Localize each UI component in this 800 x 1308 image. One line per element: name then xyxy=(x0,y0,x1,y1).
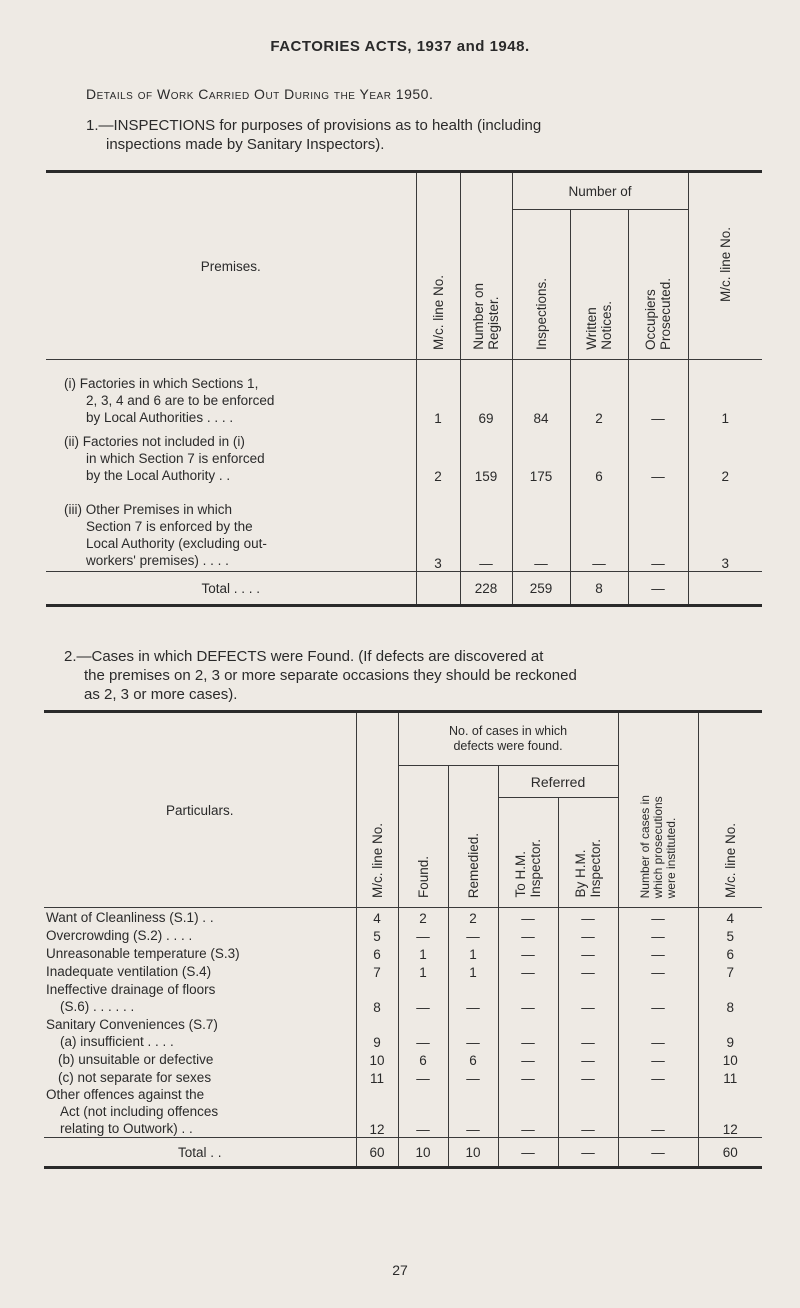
mc-cell: 1 xyxy=(416,360,460,426)
mc-right-cell: 7 xyxy=(698,962,762,980)
total-mc: 60 xyxy=(356,1138,398,1168)
prosecutions-cell: — xyxy=(618,1068,698,1086)
remedied-cell: 6 xyxy=(448,1050,498,1068)
mc-right-cell: 8 xyxy=(698,980,762,1015)
register-cell: 69 xyxy=(460,360,512,426)
mc-right-cell: 3 xyxy=(688,484,762,572)
table-row xyxy=(46,426,762,484)
by-hm-cell: — xyxy=(558,1015,618,1050)
by-hm-cell: — xyxy=(558,908,618,926)
found-cell: — xyxy=(398,926,448,944)
inspections-cell: — xyxy=(512,484,570,572)
table-row xyxy=(46,360,762,426)
inspections-header: Inspections. xyxy=(512,210,570,360)
mc-cell: 4 xyxy=(356,908,398,926)
particulars-cell: (b) unsuitable or defective xyxy=(58,1051,214,1067)
section2-heading xyxy=(64,647,764,704)
mc-cell: 8 xyxy=(356,980,398,1015)
particulars-cell: Unreasonable temperature (S.3) xyxy=(46,945,240,961)
mc-right-cell: 1 xyxy=(688,360,762,426)
premises-cell: (i) Factories in which Sections 1, 2, 3, 4 and 6 are to be enforced by Local Authorities . . . . xyxy=(64,375,275,425)
mc-line-header: M/c. line No. xyxy=(356,712,398,908)
found-header: Found. xyxy=(398,766,448,908)
particulars-header: Particulars. xyxy=(44,712,356,908)
remedied-cell: — xyxy=(448,1015,498,1050)
by-hm-cell: — xyxy=(558,1068,618,1086)
remedied-cell: 2 xyxy=(448,908,498,926)
found-cell: — xyxy=(398,1015,448,1050)
table-row xyxy=(44,1015,762,1050)
page-title: FACTORIES ACTS, 1937 and 1948. xyxy=(270,38,530,55)
found-cell: 1 xyxy=(398,944,448,962)
to-hm-cell: — xyxy=(498,1068,558,1086)
mc-cell: 5 xyxy=(356,926,398,944)
prosecutions-cell: — xyxy=(618,1015,698,1050)
prosecuted-cell: — xyxy=(628,360,688,426)
to-hm-cell: — xyxy=(498,908,558,926)
table-row xyxy=(44,944,762,962)
by-hm-header: By H.M. Inspector. xyxy=(558,798,618,908)
total-remedied: 10 xyxy=(448,1138,498,1168)
prosecutions-cell: — xyxy=(618,962,698,980)
register-header: Number on Register. xyxy=(460,172,512,360)
total-notices: 8 xyxy=(570,572,628,606)
total-inspections: 259 xyxy=(512,572,570,606)
mc-cell: 12 xyxy=(356,1086,398,1138)
section1-heading-line2: inspections made by Sanitary Inspectors). xyxy=(106,136,385,153)
by-hm-cell: — xyxy=(558,1050,618,1068)
mc-cell: 11 xyxy=(356,1068,398,1086)
referred-header: Referred xyxy=(498,766,618,798)
to-hm-cell: — xyxy=(498,1050,558,1068)
remedied-header: Remedied. xyxy=(448,766,498,908)
total-row xyxy=(44,1138,762,1168)
notices-cell: 6 xyxy=(570,426,628,484)
total-prosecutions: — xyxy=(618,1138,698,1168)
to-hm-cell: — xyxy=(498,926,558,944)
remedied-cell: — xyxy=(448,1086,498,1138)
register-cell: — xyxy=(460,484,512,572)
total-to-hm: — xyxy=(498,1138,558,1168)
by-hm-cell: — xyxy=(558,962,618,980)
prosecutions-cell: — xyxy=(618,1050,698,1068)
particulars-cell: Sanitary Conveniences (S.7) (a) insufficient . . . . xyxy=(46,1016,218,1049)
notices-cell: — xyxy=(570,484,628,572)
number-of-header: Number of xyxy=(512,172,688,210)
section2-heading-line2: the premises on 2, 3 or more separate occasions they should be reckoned xyxy=(84,667,577,684)
particulars-cell: Inadequate ventilation (S.4) xyxy=(46,963,212,979)
prosecutions-cell: — xyxy=(618,944,698,962)
particulars-cell: Other offences against the Act (not including offences relating to Outwork) . . xyxy=(44,1086,356,1138)
mc-cell: 2 xyxy=(416,426,460,484)
premises-cell: (ii) Factories not included in (i) in which Section 7 is enforced by the Local Authority . . xyxy=(64,433,265,483)
mc-right-cell: 9 xyxy=(698,1015,762,1050)
to-hm-cell: — xyxy=(498,1015,558,1050)
total-prosecuted: — xyxy=(628,572,688,606)
inspections-cell: 175 xyxy=(512,426,570,484)
total-label: Total . . . . xyxy=(201,580,261,596)
found-cell: 2 xyxy=(398,908,448,926)
mc-right-cell: 10 xyxy=(698,1050,762,1068)
section2-heading-line3: as 2, 3 or more cases). xyxy=(84,686,238,703)
found-cell: — xyxy=(398,1068,448,1086)
remedied-cell: — xyxy=(448,926,498,944)
mc-right-cell: 6 xyxy=(698,944,762,962)
premises-cell: (iii) Other Premises in which Section 7 is enforced by the Local Authority (excluding out- workers' premises) . . . . xyxy=(46,484,416,572)
found-cell: — xyxy=(398,980,448,1015)
table-row xyxy=(44,1068,762,1086)
particulars-cell: Ineffective drainage of floors (S.6) . . . . . . xyxy=(46,981,216,1014)
section2-heading-line1: 2.—Cases in which DEFECTS were Found. (If defects are discovered at xyxy=(64,648,544,665)
found-cell: 1 xyxy=(398,962,448,980)
by-hm-cell: — xyxy=(558,944,618,962)
total-mc-right: 60 xyxy=(698,1138,762,1168)
total-label: Total . . xyxy=(177,1144,222,1160)
mc-line-header: M/c. line No. xyxy=(416,172,460,360)
table-row xyxy=(44,1086,762,1138)
remedied-cell: — xyxy=(448,980,498,1015)
inspections-table xyxy=(46,170,762,607)
mc-line-right-header: M/c. line No. xyxy=(688,172,762,360)
total-by-hm: — xyxy=(558,1138,618,1168)
remedied-cell: 1 xyxy=(448,962,498,980)
mc-right-cell: 4 xyxy=(698,908,762,926)
page-subtitle: Details of Work Carried Out During the Year 1950. xyxy=(86,86,434,102)
page-number: 27 xyxy=(392,1262,408,1278)
prosecuted-header: Occupiers Prosecuted. xyxy=(628,210,688,360)
mc-cell: 6 xyxy=(356,944,398,962)
prosecutions-cell: — xyxy=(618,908,698,926)
found-cell: 6 xyxy=(398,1050,448,1068)
by-hm-cell: — xyxy=(558,980,618,1015)
notices-header: Written Notices. xyxy=(570,210,628,360)
prosecutions-header: Number of cases in which prosecutions were instituted. xyxy=(618,712,698,908)
prosecutions-cell: — xyxy=(618,980,698,1015)
register-cell: 159 xyxy=(460,426,512,484)
total-row xyxy=(46,572,762,606)
mc-cell: 10 xyxy=(356,1050,398,1068)
to-hm-cell: — xyxy=(498,980,558,1015)
premises-header: Premises. xyxy=(46,172,416,360)
remedied-cell: 1 xyxy=(448,944,498,962)
total-register: 228 xyxy=(460,572,512,606)
section1-heading xyxy=(86,116,766,154)
mc-right-cell: 12 xyxy=(698,1086,762,1138)
table-row xyxy=(44,926,762,944)
by-hm-cell: — xyxy=(558,926,618,944)
table-row xyxy=(46,484,762,572)
prosecutions-cell: — xyxy=(618,1086,698,1138)
by-hm-cell: — xyxy=(558,1086,618,1138)
table-row xyxy=(44,1050,762,1068)
to-hm-cell: — xyxy=(498,944,558,962)
table-row xyxy=(44,980,762,1015)
to-hm-cell: — xyxy=(498,962,558,980)
particulars-cell: Want of Cleanliness (S.1) . . xyxy=(46,909,214,925)
prosecuted-cell: — xyxy=(628,484,688,572)
cases-header: No. of cases in which defects were found. xyxy=(398,712,618,766)
mc-right-cell: 11 xyxy=(698,1068,762,1086)
prosecuted-cell: — xyxy=(628,426,688,484)
mc-right-cell: 2 xyxy=(688,426,762,484)
to-hm-cell: — xyxy=(498,1086,558,1138)
mc-cell: 3 xyxy=(416,484,460,572)
particulars-cell: Overcrowding (S.2) . . . . xyxy=(46,927,193,943)
section1-heading-line1: 1.—INSPECTIONS for purposes of provisions as to health (including xyxy=(86,117,542,134)
prosecutions-cell: — xyxy=(618,926,698,944)
to-hm-header: To H.M. Inspector. xyxy=(498,798,558,908)
mc-right-cell: 5 xyxy=(698,926,762,944)
notices-cell: 2 xyxy=(570,360,628,426)
mc-cell: 7 xyxy=(356,962,398,980)
table-row xyxy=(44,908,762,926)
mc-line-right-header: M/c. line No. xyxy=(698,712,762,908)
particulars-cell: (c) not separate for sexes xyxy=(58,1069,212,1085)
mc-cell: 9 xyxy=(356,1015,398,1050)
defects-table xyxy=(44,710,762,1169)
table-row xyxy=(44,962,762,980)
inspections-cell: 84 xyxy=(512,360,570,426)
total-found: 10 xyxy=(398,1138,448,1168)
remedied-cell: — xyxy=(448,1068,498,1086)
found-cell: — xyxy=(398,1086,448,1138)
